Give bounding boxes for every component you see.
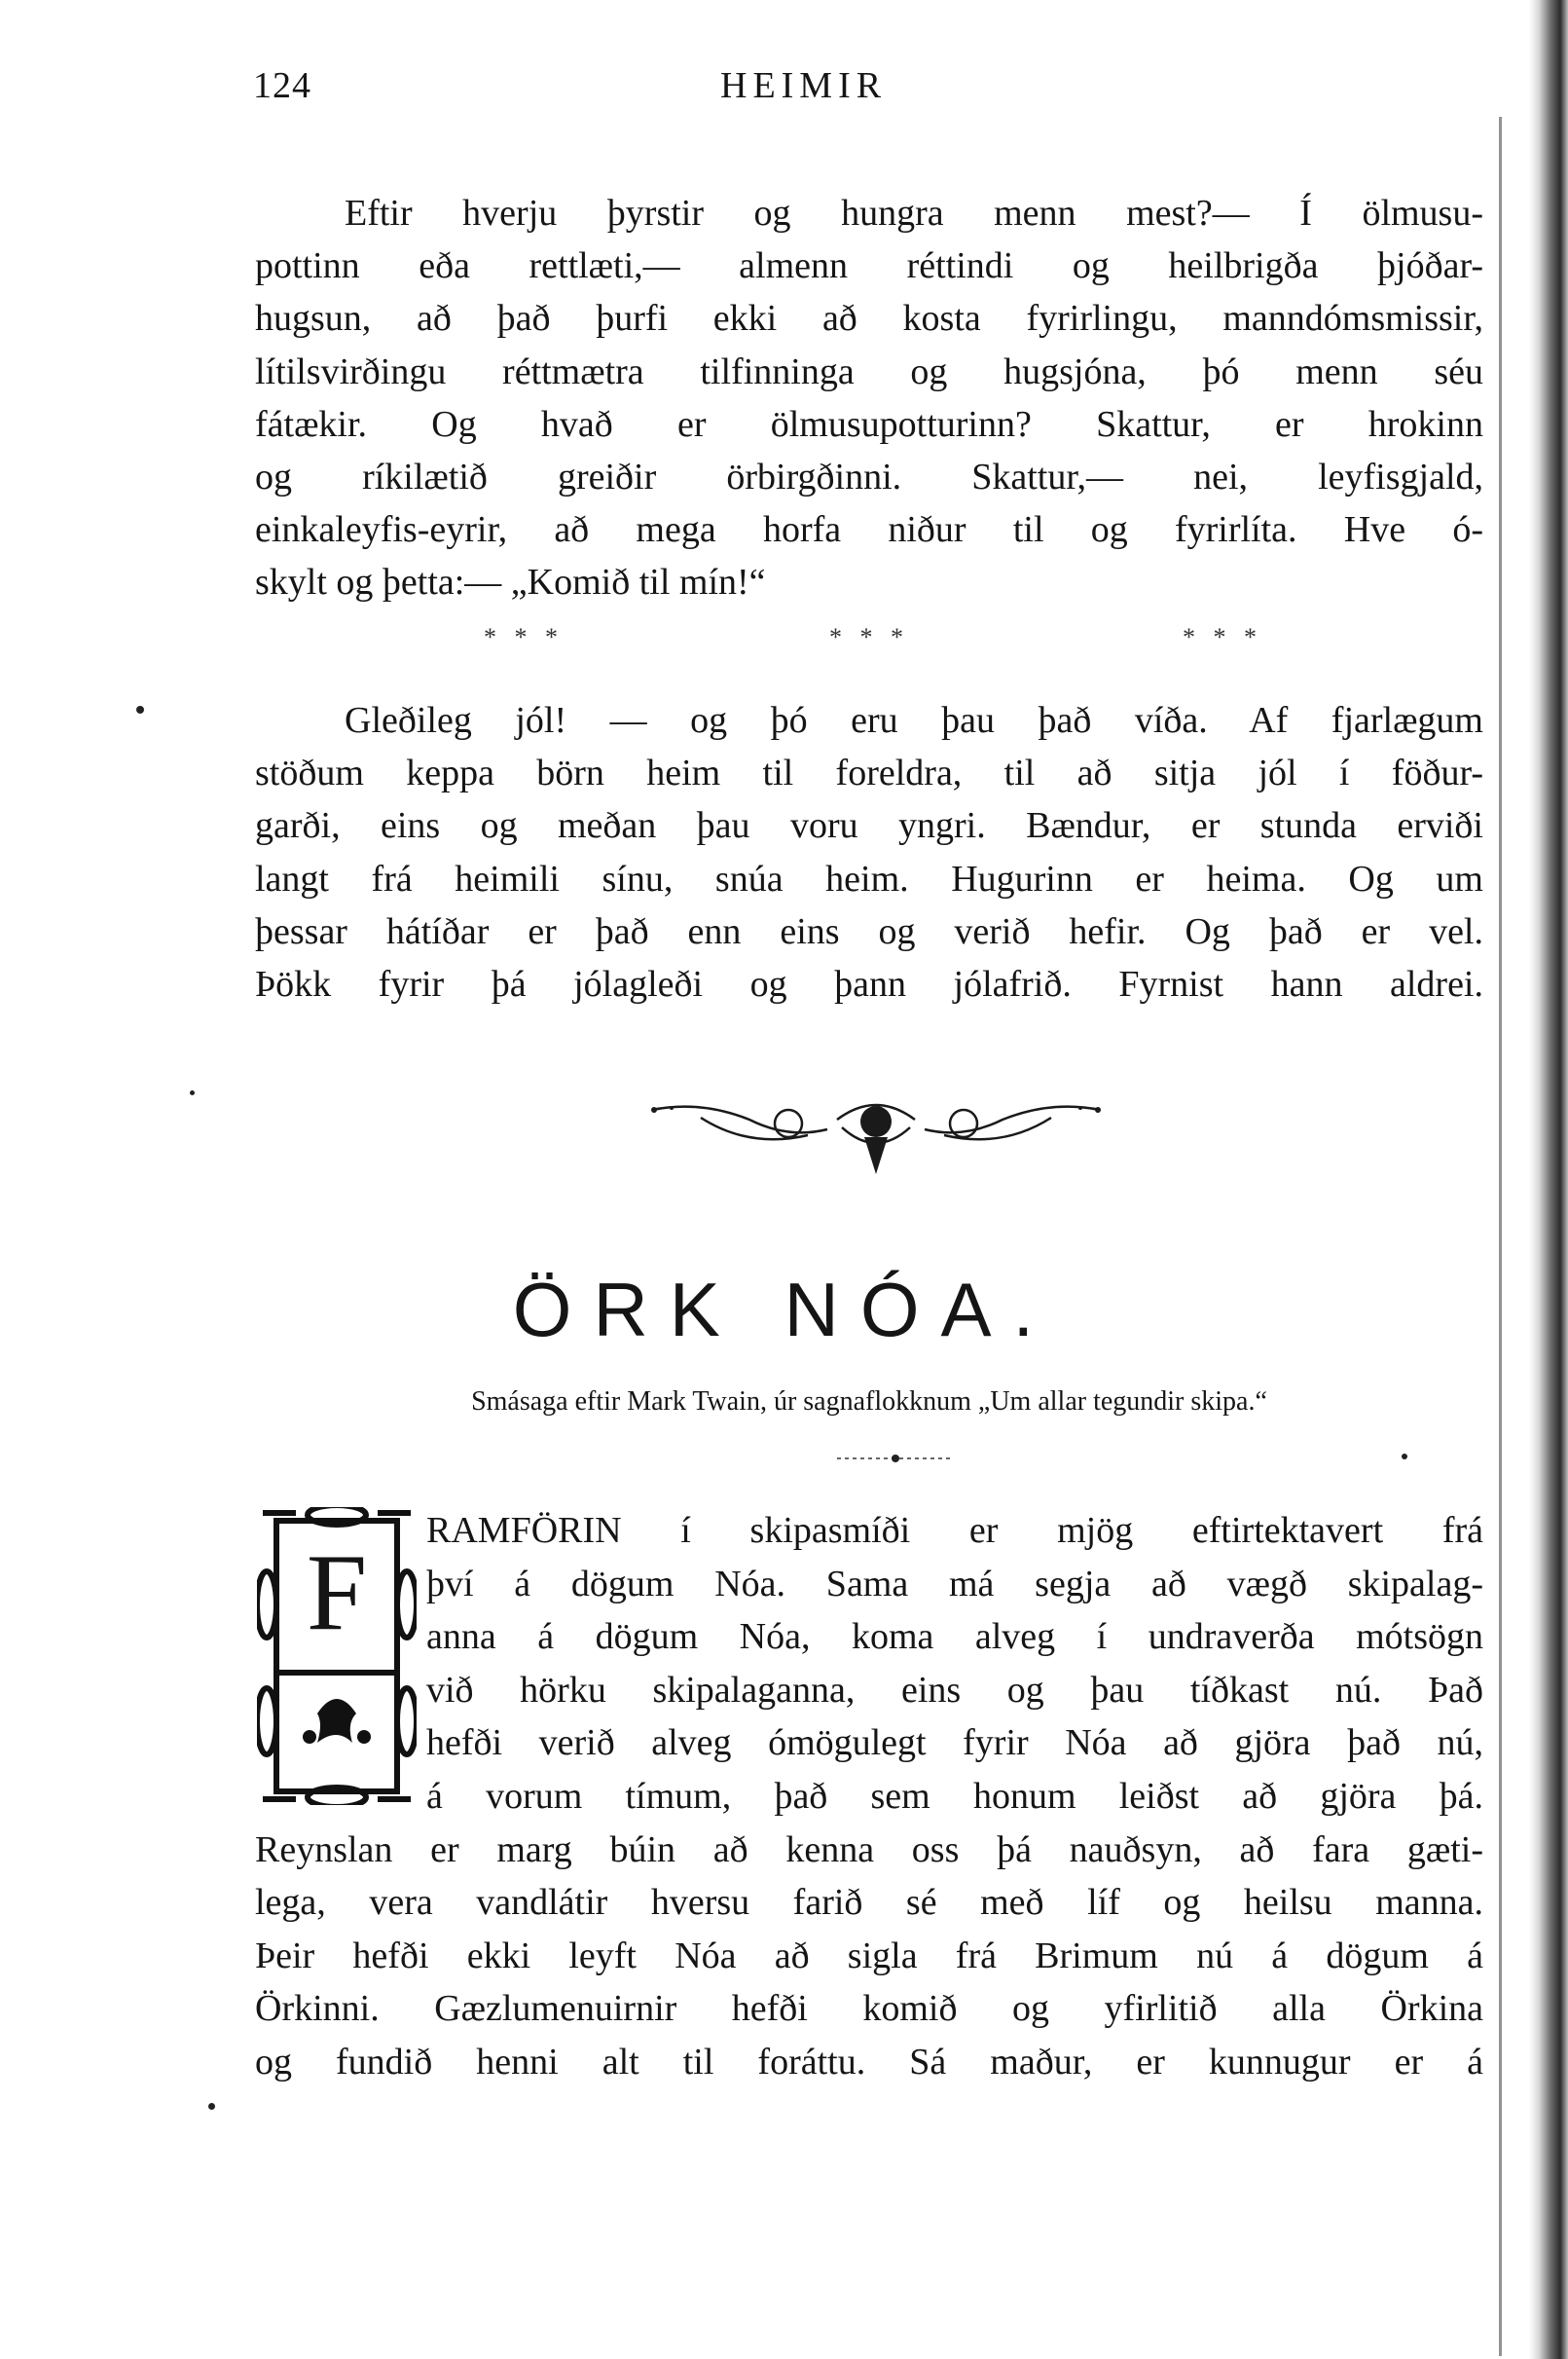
- text-line: pottinn eða rettlæti,— almenn réttindi og heilbrigða þjóðar-: [255, 245, 1483, 287]
- ink-speck: [136, 706, 144, 714]
- text-line: stöðum keppa börn heim til foreldra, til að sitja jól í föður-: [255, 753, 1483, 794]
- page-number: 124: [253, 65, 311, 106]
- section-separator: [0, 623, 1568, 682]
- running-title: HEIMIR: [720, 65, 888, 106]
- drop-cap-letter: F: [306, 1532, 368, 1653]
- paragraph-1: [255, 187, 1483, 609]
- text-line: lega, vera vandlátir hversu farið sé með líf og heilsu manna.: [255, 1882, 1483, 1924]
- text-line: lítilsvirðingu réttmætra tilfinninga og hugsjóna, þó menn séu: [255, 350, 1483, 392]
- text-line: langt frá heimili sínu, snúa heim. Hugurinn er heima. Og um: [255, 858, 1483, 900]
- text-line: á vorum tímum, það sem honum leiðst að gjöra þá.: [426, 1775, 1483, 1817]
- article-title: ÖRK NÓA.: [512, 1267, 1056, 1352]
- decorative-ornament: [642, 1081, 1110, 1178]
- text-line: Reynslan er marg búin að kenna oss þá nauðsyn, að fara gæti-: [255, 1828, 1483, 1870]
- ink-speck: [190, 1090, 195, 1095]
- article-subtitle: Smásaga eftir Mark Twain, úr sagnaflokknum „Um allar tegundir skipa.“: [471, 1386, 1267, 1417]
- subtitle-divider: [837, 1449, 954, 1468]
- text-line: við hörku skipalaganna, eins og þau tíðkast nú. Það: [426, 1669, 1483, 1711]
- ink-speck: [1402, 1454, 1407, 1459]
- text-line: skylt og þetta:— „Komið til mín!“: [255, 562, 766, 604]
- text-line: einkaleyfis-eyrir, að mega horfa niður til og fyrirlíta. Hve ó-: [255, 509, 1483, 551]
- text-line: því á dögum Nóa. Sama má segja að vægð skipalag-: [426, 1563, 1483, 1604]
- text-line: Eftir hverju þyrstir og hungra menn mest?— Í ölmusu-: [345, 193, 1483, 234]
- ink-speck: [208, 2103, 215, 2110]
- asterism: * * *: [1183, 623, 1262, 651]
- text-line: Örkinni. Gæzlumenuirnir hefði komið og yfirlitið alla Örkina: [255, 1988, 1483, 2030]
- text-line: Þökk fyrir þá jólagleði og þann jólafrið. Fyrnist hann aldrei.: [255, 964, 1483, 1006]
- text-line: og fundið henni alt til foráttu. Sá maður, er kunnugur er á: [255, 2041, 1483, 2083]
- text-line: Þeir hefði ekki leyft Nóa að sigla frá Brimum nú á dögum á: [255, 1935, 1483, 1976]
- asterism: * * *: [829, 623, 909, 651]
- page-edge-line: [1499, 117, 1502, 2356]
- text-line: Gleðileg jól! — og þó eru þau það víða. Af fjarlægum: [345, 700, 1483, 741]
- text-line: hefði verið alveg ómögulegt fyrir Nóa að gjöra það nú,: [426, 1722, 1483, 1764]
- text-line: fátækir. Og hvað er ölmusupotturinn? Skattur, er hrokinn: [255, 403, 1483, 445]
- text-line: RAMFÖRIN í skipasmíði er mjög eftirtektavert frá: [426, 1510, 1483, 1551]
- text-line: og ríkilætið greiðir örbirgðinni. Skattur,— nei, leyfisgjald,: [255, 457, 1483, 498]
- asterism: * * *: [484, 623, 564, 651]
- text-line: garði, eins og meðan þau voru yngri. Bændur, er stunda erviði: [255, 805, 1483, 847]
- book-spine-shadow: [1529, 0, 1568, 2359]
- article-body: [255, 1504, 1483, 2089]
- text-line: hugsun, að það þurfi ekki að kosta fyrirlingu, manndómsmissir,: [255, 298, 1483, 340]
- text-line: anna á dögum Nóa, koma alveg í undraverða mótsögn: [426, 1616, 1483, 1658]
- paragraph-2: [255, 694, 1483, 1011]
- text-line: þessar hátíðar er það enn eins og verið hefir. Og það er vel.: [255, 910, 1483, 952]
